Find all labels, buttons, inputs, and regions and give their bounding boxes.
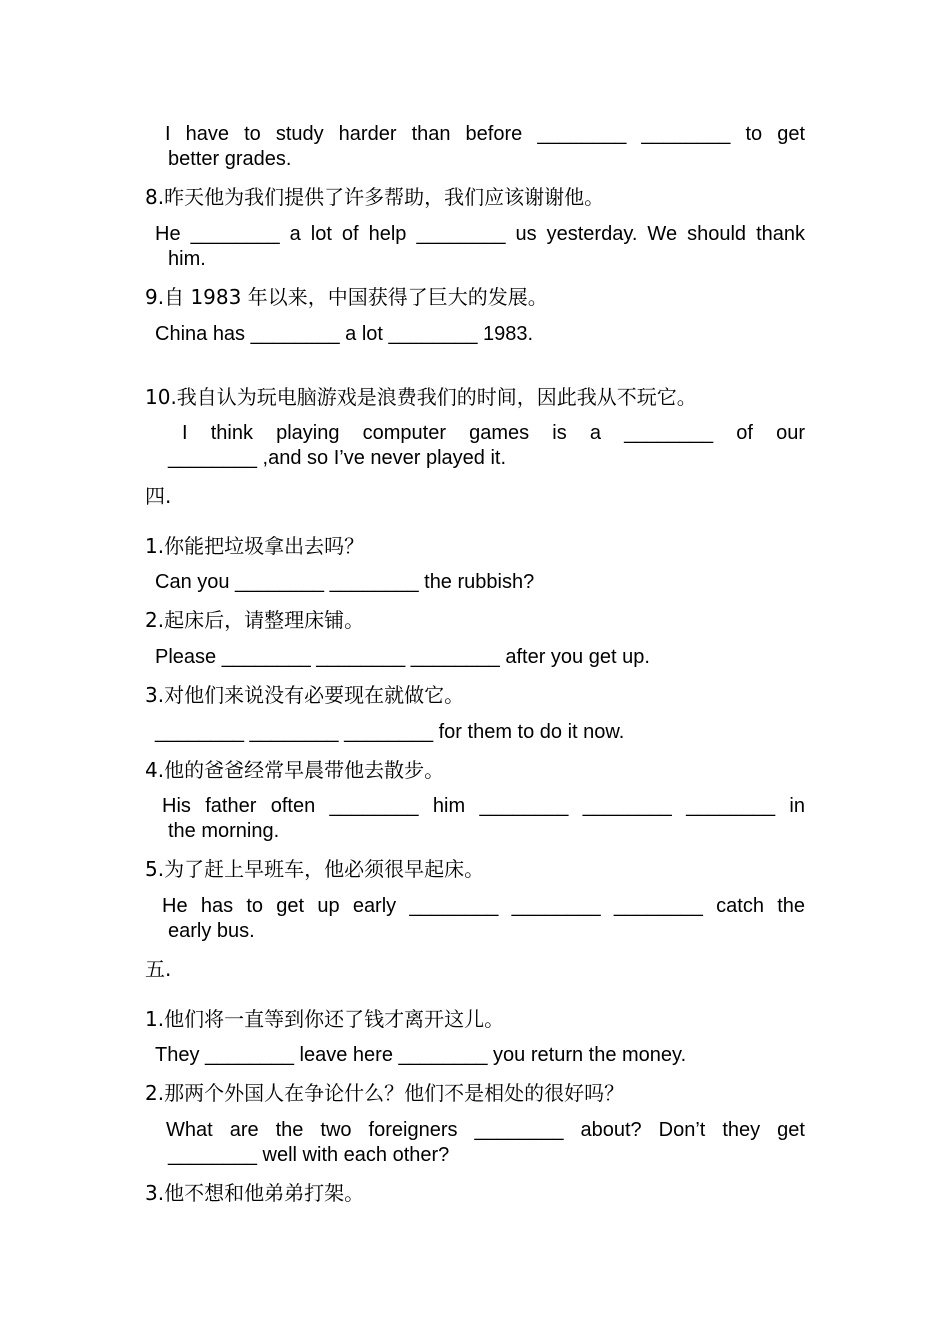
s5-q2-english-line-1: What are the two foreigners ________ about? Don’t they get (166, 1119, 805, 1141)
s4-q5-chinese-prompt: 5.为了赶上早班车，他必须很早起床。 (145, 857, 485, 881)
s5-q1-english-line: They ________ leave here ________ you return the money. (155, 1044, 687, 1066)
s4-q4-chinese-prompt: 4.他的爸爸经常早晨带他去散步。 (145, 758, 445, 782)
q9-english-line: China has ________ a lot ________ 1983. (155, 323, 534, 345)
q10-english-line-2: ________ ,and so I’ve never played it. (168, 447, 507, 469)
s4-q5-english-line-1: He has to get up early ________ ________ ________ catch the (162, 895, 805, 917)
s5-q3-chinese-prompt: 3.他不想和他弟弟打架。 (145, 1181, 365, 1205)
q10-english-line-1: I think playing computer games is a ________ of our (182, 422, 805, 444)
s4-q2-chinese-prompt: 2.起床后，请整理床铺。 (145, 608, 365, 632)
s4-q1-chinese-prompt: 1.你能把垃圾拿出去吗？ (145, 534, 365, 558)
s4-q4-english-line-2: the morning. (168, 820, 280, 842)
q8-english-line-2: him. (168, 248, 206, 270)
q7-english-line-1: I have to study harder than before ________ ________ to get (165, 123, 805, 145)
s4-q3-chinese-prompt: 3.对他们来说没有必要现在就做它。 (145, 683, 465, 707)
section-five-heading: 五. (145, 957, 172, 981)
s5-q2-english-line-2: ________ well with each other? (168, 1144, 450, 1166)
s4-q4-english-line-1: His father often ________ him ________ ________ ________ in (162, 795, 805, 817)
s4-q2-english-line: Please ________ ________ ________ after you get up. (155, 646, 650, 668)
s4-q5-english-line-2: early bus. (168, 920, 255, 942)
q7-english-line-2: better grades. (168, 148, 292, 170)
section-four-heading: 四. (145, 484, 172, 508)
s4-q3-english-line: ________ ________ ________ for them to do it now. (155, 721, 625, 743)
q9-chinese-prompt: 9.自 1983 年以来，中国获得了巨大的发展。 (145, 285, 548, 309)
q10-chinese-prompt: 10.我自认为玩电脑游戏是浪费我们的时间，因此我从不玩它。 (145, 385, 697, 409)
s5-q2-chinese-prompt: 2.那两个外国人在争论什么？他们不是相处的很好吗？ (145, 1081, 625, 1105)
s4-q1-english-line: Can you ________ ________ the rubbish? (155, 571, 535, 593)
q8-chinese-prompt: 8.昨天他为我们提供了许多帮助，我们应该谢谢他。 (145, 185, 605, 209)
s5-q1-chinese-prompt: 1.他们将一直等到你还了钱才离开这儿。 (145, 1007, 505, 1031)
q8-english-line-1: He ________ a lot of help ________ us yesterday. We should thank (155, 223, 805, 245)
